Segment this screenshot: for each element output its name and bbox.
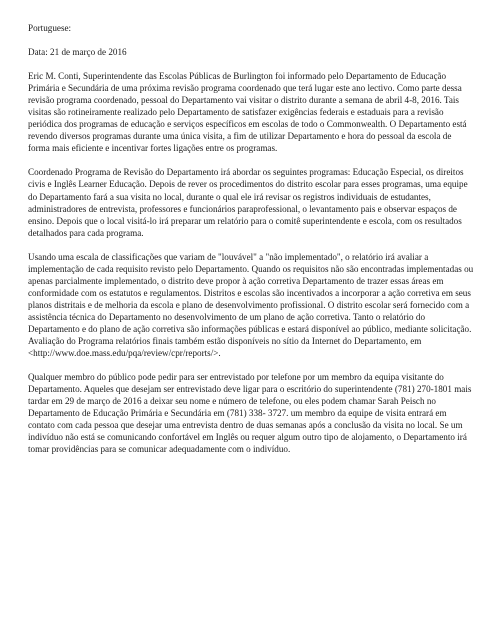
document-page (28, 22, 474, 467)
paragraph-programs: Coordenado Programa de Revisão do Departamento irá abordar os seguintes programas: Educação Especial, os direitos civis e Inglês Learner Educação. Depois de rever os procedimentos do distrito escolar para esses programas, uma equipe do Departamento fará a sua visita no local, durante o qual ele irá revisar os registros individuais de estudantes, administradores de entrevista, professores e funcionários paraprofessional, o levantamento pais e observar espaços de ensino. Depois que o local visitá-lo irá preparar um relatório para o comitê superintendente e escola, com os resultados detalhados para cada programa. (28, 167, 468, 238)
paragraph-interviews: Qualquer membro do público pode pedir para ser entrevistado por telefone por um membro da equipa visitante do Departamento. Aqueles que desejam ser entrevistado deve ligar para o escritório do superintendente (781) 270-1801 mais tardar em 29 de março de 2016 a deixar seu nome e número de telefone, ou eles podem chamar Sarah Peisch no Departamento de Educação Primária e Secundária em (781) 338- 3727. um membro da equipe de visita entrará em contato com cada pessoa que desejar uma entrevista dentro de duas semanas após a conclusão da visita no local. Se um indivíduo não está se comunicando confortável em Inglês ou requer algum outro tipo de alojamento, o Departamento irá tomar providências para se comunicar adequadamente com o indivíduo. (28, 372, 472, 455)
date-line: Data: 21 de março de 2016 (28, 47, 127, 58)
paragraph-report: Usando uma escala de classificações que variam de "louvável" a "não implementado", o relatório irá avaliar a implementação de cada requisito revisto pelo Departamento. Quando os requisitos não são encontradas implementadas ou apenas parcialmente implementado, o distrito deve propor à ação corretiva Departamento de trazer essas áreas em conformidade com os estatutos e regulamentos. Distritos e escolas são incentivados a incorporar a ação corretiva em seus planos distritais e de melhoria da escola e plano de desenvolvimento profissional. O distrito escolar será fornecido com a assistência técnica do Departamento no desenvolvimento de um plano de ação corretiva. Tanto o relatório do Departamento e do plano de ação corretiva são informações públicas e estará disponível ao público, mediante solicitação. Avaliação do Programa relatórios finais também estão disponíveis no sítio da Internet do Departamento, em <http://www.doe.mass.edu/pqa/review/cpr/reports/>. (28, 251, 474, 359)
paragraph-announcement: Eric M. Conti, Superintendente das Escolas Públicas de Burlington foi informado pelo Departamento de Educação Primária e Secundária de uma próxima revisão programa coordenado que terá lugar este ano lectivo. Como parte dessa revisão programa coordenado, pessoal do Departamento vai visitar o distrito durante a semana de abril 4-8, 2016. Tais visitas são rotineiramente realizado pelo Departamento de satisfazer exigências federais e estaduais para a revisão periódica dos programas de educação e serviços específicos em escolas de todo o Commonwealth. O Departamento está revendo diversos programas durante uma única visita, a fim de utilizar Departamento e hora do pessoal da escola de forma mais eficiente e incentivar fortes ligações entre os programas. (28, 71, 467, 154)
language-label: Portuguese: (28, 23, 72, 33)
